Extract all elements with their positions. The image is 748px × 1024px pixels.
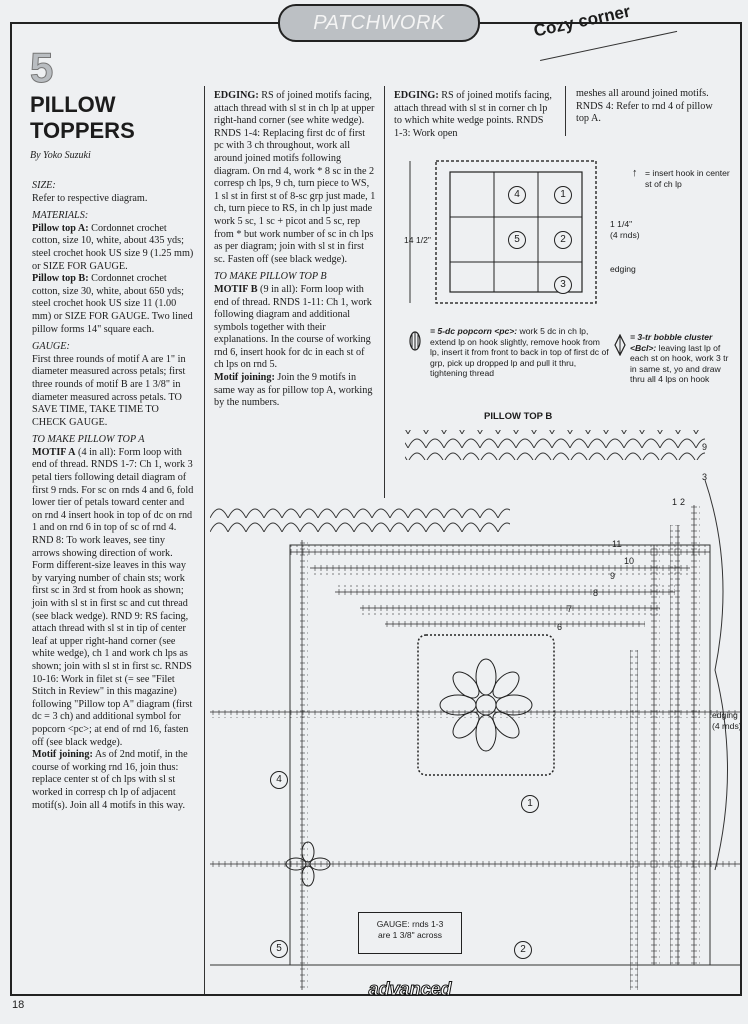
insert-hook-legend: = insert hook in center st of ch lp — [645, 168, 730, 189]
top-edging — [405, 430, 708, 460]
article-title — [30, 92, 135, 144]
round-number: 1 — [672, 497, 678, 507]
bobble-text: leaving last lp of each st on hook, work 3 tr in same st, yo and draw thru all 4 lps on hook — [630, 342, 729, 384]
column-divider-3 — [565, 86, 566, 136]
motif-join-row — [210, 710, 740, 718]
round-band — [385, 620, 645, 628]
byline: By Yoko Suzuki — [30, 150, 91, 161]
motif-join-col — [300, 540, 308, 990]
column-1 — [32, 180, 194, 817]
chart-title: PILLOW TOP B — [484, 411, 553, 422]
round-band — [690, 505, 700, 965]
corner-label: Cozy corner — [532, 1, 633, 41]
materials-heading: MATERIALS: — [32, 210, 89, 222]
motif-a-joining-text: As of 2nd motif, in the course of working rnd 16, join thus: replace center st of ch lps with sl st worked in corresp ch lp of adjacent motif(s). Join all 4 motifs in this way. — [32, 749, 188, 811]
layout-motif-5: 5 — [508, 231, 526, 249]
motif-a-label: MOTIF A — [32, 446, 76, 458]
round-number: 8 — [593, 588, 599, 598]
round-band — [290, 545, 710, 555]
column-2 — [214, 90, 376, 415]
edging-a-text: RS of joined motifs facing, attach thread with sl st in ch lp at upper right-hand corner (see white wedge). RNDS 1-4: Replacing first dc of first pc with 3 ch throughout, work all around joined motifs following diagram. On rnd 4, work * 8 sc in the 2 corresp ch lps, 9 ch, turn piece to WS, 1 sl st in first st of 8-sc grp just made, 1 ch, turn piece to RS, in ch lp just made work 5 sc, 1 sc + picot and 5 sc, rep from * but work number of sc in ch lps as per diagram; join with sl st in first sc. Fasten off (see black wedge). — [214, 90, 376, 265]
column-divider-1 — [204, 86, 205, 994]
edging-b-label: EDGING: — [394, 90, 439, 101]
round-band — [335, 585, 675, 595]
chart-motif-4: 4 — [270, 771, 288, 789]
round-number: 11 — [612, 539, 622, 549]
edging-a-label: EDGING: — [214, 90, 259, 101]
round-number: 10 — [624, 556, 635, 566]
popcorn-text: work 5 dc in ch lp, extend lp on hook slightly, remove hook from lp, insert it from front to back in top of first dc of grp, pick up dropped lp and pull it thru, tightening thread — [430, 326, 609, 378]
chart-motif-2: 2 — [514, 941, 532, 959]
right-edging-curve — [705, 480, 728, 870]
level-badge: advanced — [368, 979, 452, 999]
gauge-line-2: are 1 3/8" across — [378, 930, 442, 940]
round-band — [670, 525, 680, 965]
motif-a-text: (4 in all): Form loop with end of thread. RNDS 1-7: Ch 1, work 3 petal tiers following detail diagram of first 9 rnds. For sc on rnds 4 and 6, fold lower tier of petals toward center and on rnd 4 insert hook in top of dc on rnd 1 and on rnd 6 in top of sc of rnd 4. RND 8: To work leaves, see tiny arrows showing direction of work. Form different-size leaves in this way by varying number of chain sts; work first sc in 3rd st from hook as shown; join with sl st in first sc and cut thread (see black wedge). RND 9: RS facing, attach thread with sl st in tip of center leaf at upper right-hand corner (see white wedge), ch 1 and work ch lps as shown; join with sl st in first sc. RNDS 10-16: Work in filet st (= see "Filet Stitch in Review" in this magazine) following "Pillow top A" diagram (first dc = 3 ch) and additional symbol for popcorn <pc>; at end of rnd 16, fasten off (see black wedge). — [32, 446, 194, 748]
round-number: 9 — [610, 571, 616, 581]
materials-a-text: Cordonnet crochet cotton, size 10, white, about 435 yds; steel crochet hook US size 9 (1.25 mm) or SIZE FOR GAUGE. — [32, 222, 194, 272]
column-4 — [576, 88, 728, 131]
motif-b-label: MOTIF B — [214, 283, 258, 295]
round-band — [360, 605, 660, 615]
layout-side-label: 14 1/2" — [404, 235, 431, 245]
layout-motif-4: 4 — [508, 186, 526, 204]
make-b-heading: TO MAKE PILLOW TOP B — [214, 271, 327, 283]
title-line-1: PILLOW — [30, 92, 116, 117]
materials-b-label: Pillow top B: — [32, 273, 89, 285]
size-text: Refer to respective diagram. — [32, 192, 148, 204]
layout-motif-2: 2 — [554, 231, 572, 249]
bobble-symbol — [614, 334, 626, 356]
round-number: 6 — [557, 622, 563, 632]
round-number: 3 — [702, 472, 708, 482]
layout-diagram — [400, 155, 610, 315]
central-motif-flower — [440, 659, 532, 751]
materials-b-text: Cordonnet crochet cotton, size 30, white, about 650 yds; steel crochet hook US size 11 (1.00 mm) or SIZE FOR GAUGE. Two lined pillow forms 14" square each. — [32, 273, 193, 335]
motif-b-joining-text: Join the 9 motifs in same way as for pillow top A, working by the numbers. — [214, 372, 373, 409]
section-tab: PATCHWORK — [278, 4, 480, 42]
page-number: 18 — [12, 999, 25, 1011]
materials-a-label: Pillow top A: — [32, 222, 89, 234]
central-motif-frame — [418, 635, 554, 775]
column-3 — [394, 90, 554, 145]
left-edging — [210, 505, 510, 533]
chart-edging-rounds: (4 rnds) — [712, 721, 742, 731]
motif-b-text: (9 in all): Form loop with end of thread. RNDS 1-11: Ch 1, work following diagram and additional symbols together with their explanations. In the course of working rnd 6, insert hook for dc in each st of ch lps on rnd 5. — [214, 283, 372, 371]
layout-motif-1: 1 — [554, 186, 572, 204]
edging-label: edging — [610, 264, 636, 274]
gauge-box — [358, 912, 462, 954]
edging-rounds: (4 rnds) — [610, 230, 640, 240]
pillow-top-b-chart — [210, 420, 740, 990]
gauge-line-1: GAUGE: rnds 1-3 — [376, 919, 444, 929]
round-number: 2 — [680, 497, 686, 507]
edging-b-text: RS of joined motifs facing, attach thread with sl st in corner ch lp to which white wedge points. RNDS 1-3: Work open — [394, 90, 552, 139]
round-band — [650, 545, 660, 965]
motif-join-row — [210, 860, 740, 868]
edging-b-continued: meshes all around joined motifs. RNDS 4: Refer to rnd 4 of pillow top A. — [576, 88, 713, 125]
make-a-heading: TO MAKE PILLOW TOP A — [32, 434, 145, 446]
insert-hook-symbol: ↑ — [632, 167, 638, 179]
chart-edging-label: edging — [712, 710, 738, 720]
title-line-2: TOPPERS — [30, 118, 135, 143]
chart-motif-5: 5 — [270, 940, 288, 958]
round-number: 9 — [702, 442, 708, 452]
chart-motif-1: 1 — [521, 795, 539, 813]
bobble-title: = 3-tr bobble cluster <Bcl>: — [630, 332, 713, 353]
gauge-text: First three rounds of motif A are 1" in diameter measured across petals; first three rounds of motif B are 1 3/8" in diameter measured across petals. TO SAVE TIME, TAKE TIME TO CHECK GAUGE. — [32, 353, 186, 428]
round-number: 7 — [567, 604, 573, 614]
pattern-number: 5 — [30, 44, 54, 91]
bobble-legend — [630, 332, 732, 385]
round-band — [310, 565, 690, 575]
popcorn-title: = 5-dc popcorn <pc>: — [430, 326, 518, 336]
motif-b-joining-label: Motif joining: — [214, 372, 275, 384]
popcorn-symbol — [408, 330, 422, 352]
size-heading: SIZE: — [32, 180, 56, 191]
gauge-heading: GAUGE: — [32, 341, 70, 353]
motif-a-joining-label: Motif joining: — [32, 749, 93, 761]
edging-width: 1 1/4" — [610, 219, 633, 229]
layout-motif-3: 3 — [554, 276, 572, 294]
motif-join-col — [630, 650, 638, 990]
popcorn-legend — [430, 326, 610, 379]
